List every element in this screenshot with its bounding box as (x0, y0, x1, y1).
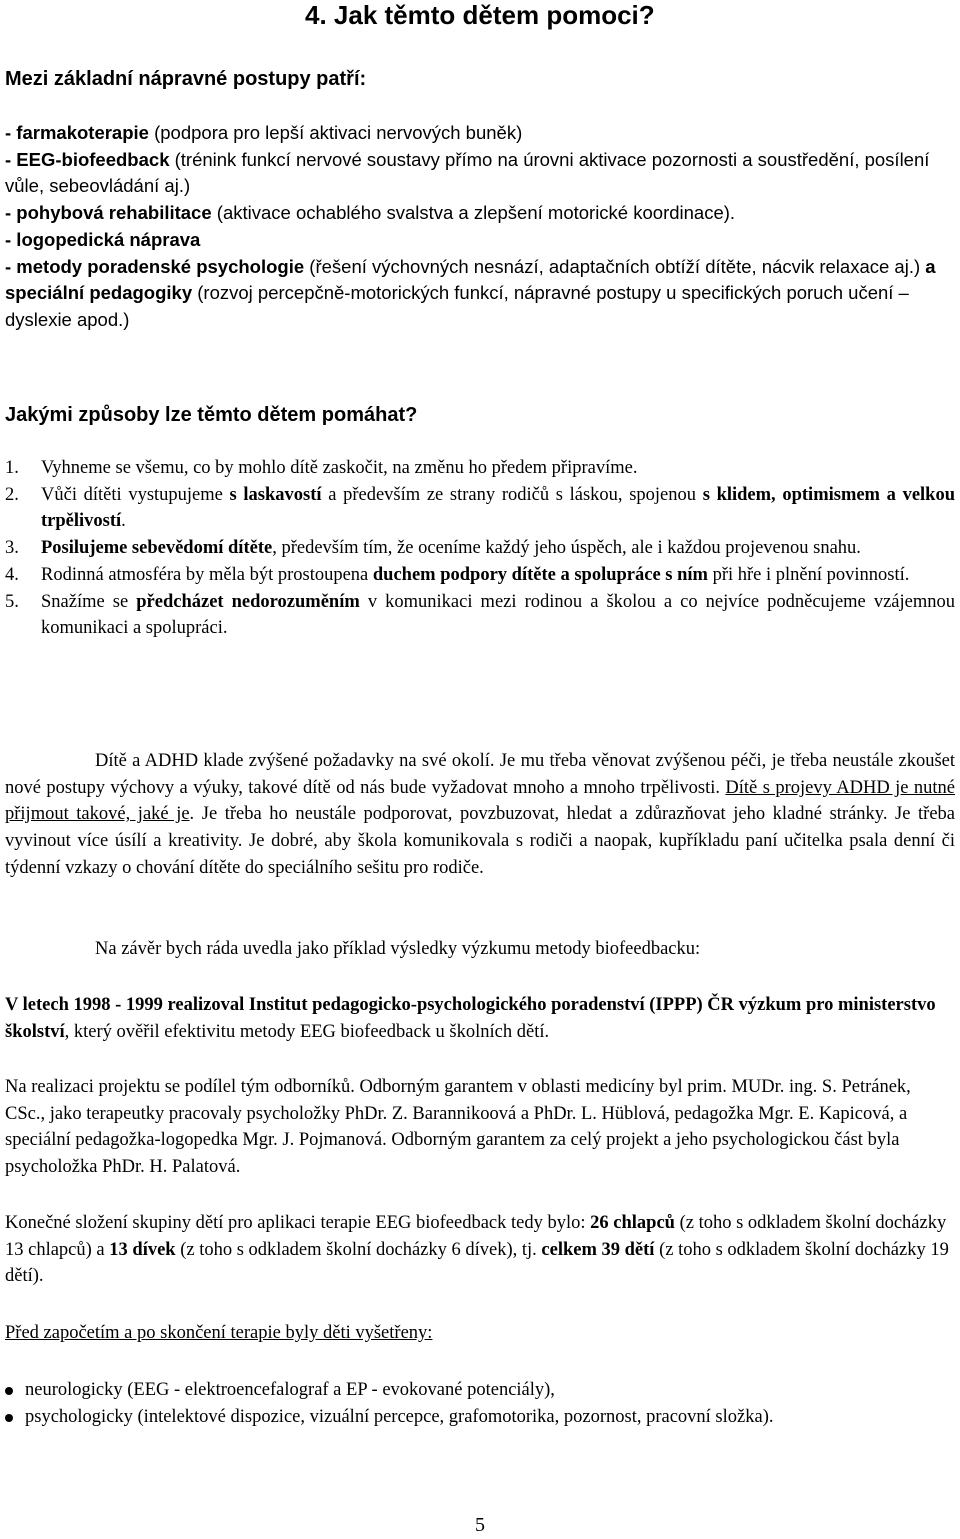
method-logopedie: - logopedická náprava (5, 228, 201, 250)
intro-heading: Mezi základní nápravné postupy patří: (5, 68, 367, 90)
list-item: 4. Rodinná atmosféra by měla být prostoupena duchem podpory dítěte a spolupráce s ním při hře i plnění povinností. (5, 564, 910, 585)
conclusion-line: Na závěr bych ráda uvedla jako příklad výsledky výzkumu metody biofeedbacku: (95, 939, 701, 959)
list-item: 1. Vyhneme se všemu, co by mohlo dítě zaskočit, na změnu ho předem připravíme. (5, 458, 638, 478)
adhd-paragraph: Dítě a ADHD klade zvýšené požadavky na své okolí. Je mu třeba věnovat zvýšenou péči, je třeba neustále zkoušet nové postupy výchovy a výuky, takové dítě od nás bude vyžadovat mnoho a mnoho trpělivosti. Dítě s projevy ADHD je nutné přijmout takové, jaké je. Je třeba ho neustále podporovat, povzbuzovat, hledat a zdůrazňovat jeho kladné stránky. Je třeba vyvinout více úsílí a kreativity. Je dobré, aby škola komunikovala s rodiči a naopak, kupříkladu paní učitelka psala denní či týdenní vzkazy o chování dítěte do speciálního sešitu pro rodiče. (5, 751, 956, 878)
exam-bullets (5, 1377, 955, 1430)
list-item: 2. Vůči dítěti vystupujeme s laskavostí a především ze strany rodičů s láskou, spojenou s klidem, optimismem a velkou trpělivostí. (5, 484, 955, 532)
bullet-icon (5, 1387, 13, 1395)
method-psychologie: - metody poradenské psychologie (řešení výchovných nesnází, adaptačních obtíží dítěte, nácvik relaxace aj.) a speciální pedagogiky (rozvoj percepčně-motorických funkcí, nápravné postupy u specifických poruch učení – dyslexie apod.) (5, 255, 936, 330)
group-paragraph: Konečné složení skupiny dětí pro aplikaci terapie EEG biofeedback tedy bylo: 26 chlapců (z toho s odkladem školní docházky 13 chlapců) a 13 dívek (z toho s odkladem školní docházky 6 dívek), tj. celkem 39 dětí (z toho s odkladem školní docházky 19 dětí). (5, 1213, 949, 1287)
list-item: psychologicky (intelektové dispozice, vizuální percepce, grafomotorika, pozornost, pracovní složka). (5, 1404, 955, 1431)
section-heading: 4. Jak těmto dětem pomoci? (305, 0, 655, 30)
exam-heading: Před započetím a po skončení terapie byly děti vyšetřeny: (5, 1323, 433, 1343)
research-paragraph: V letech 1998 - 1999 realizoval Institut pedagogicko-psychologického poradenství (IPPP) ČR výzkum pro ministerstvo školství, který ověřil efektivitu metody EEG biofeedback u školních dětí. (5, 995, 936, 1042)
help-list (5, 455, 955, 642)
method-farmakoterapie: - farmakoterapie (podpora pro lepší aktivaci nervových buněk) (5, 122, 523, 143)
method-pohyb: - pohybová rehabilitace (aktivace ochablého svalstva a zlepšení motorické koordinace). (5, 202, 736, 224)
bullet-icon (5, 1414, 13, 1422)
list-item: 5. Snažíme se předcházet nedorozuměním v komunikaci mezi rodinou a školou a co nejvíce podněcujeme vzájemnou komunikaci a spolupráci. (5, 591, 955, 639)
list-item: neurologicky (EEG - elektroencefalograf a EP - evokované potenciály), (5, 1377, 955, 1404)
methods-list (5, 120, 955, 334)
team-paragraph: Na realizaci projektu se podílel tým odborníků. Odborným garantem v oblasti medicíny byl prim. MUDr. ing. S. Petránek, CSc., jako terapeutky pracovaly psycholožky PhDr. Z. Barannikoová a PhDr. L. Hüblová, pedagožka Mgr. E. Kapicová, a speciální pedagožka-logopedka Mgr. J. Pojmanová. Odborným garantem za celý projekt a jeho psychologickou část byla psycholožka PhDr. H. Palatová. (5, 1077, 911, 1178)
method-eeg: - EEG-biofeedback (trénink funkcí nervové soustavy přímo na úrovni aktivace pozornosti a soustředění, posílení vůle, sebeovládání aj.) (5, 148, 930, 197)
question-heading: Jakými způsoby lze těmto dětem pomáhat? (5, 404, 418, 426)
page-number: 5 (475, 1514, 485, 1536)
list-item: 3. Posilujeme sebevědomí dítěte, především tím, že oceníme každý jeho úspěch, ale i každou projevenou snahu. (5, 538, 861, 559)
